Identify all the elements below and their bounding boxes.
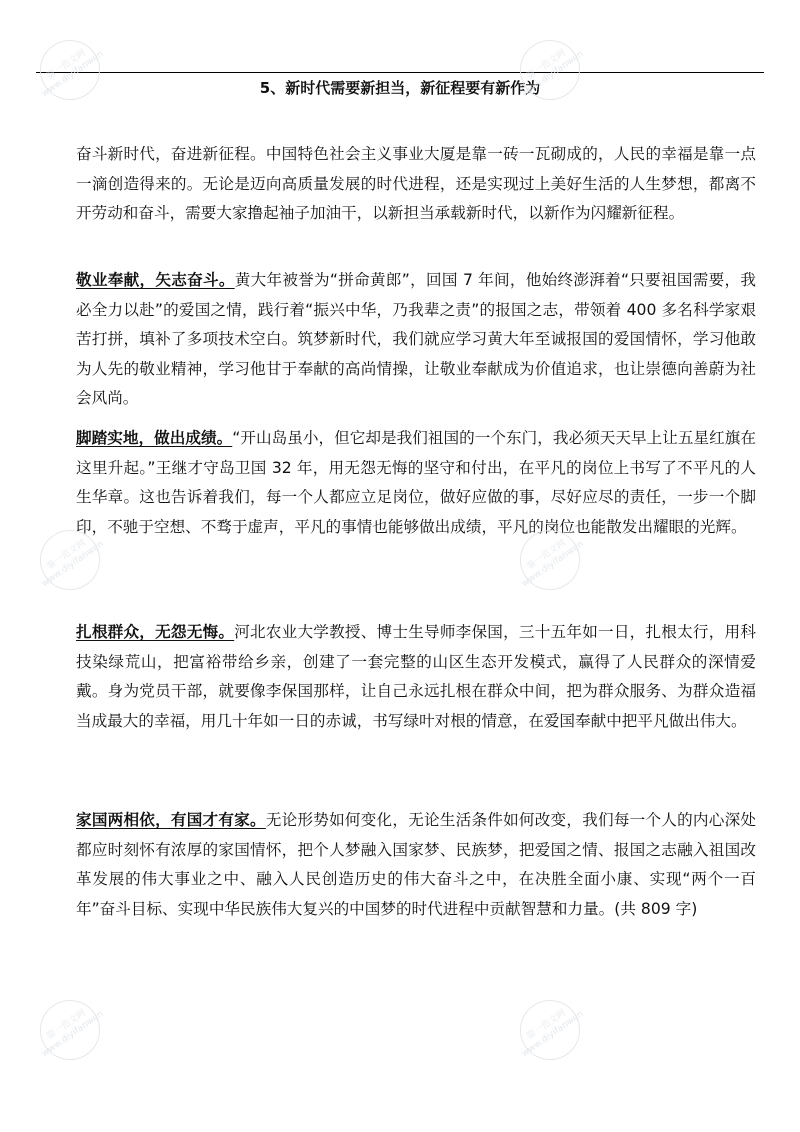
section-body-1: 黄大年被誉为“拼命黄郎”，回国 7 年间，他始终澎湃着“只要祖国需要，我必全力以赴”的爱国之情，践行着“振兴中华，乃我辈之责”的报国之志，带领着 400 多名科学家艰苦打拼，填补了多项技术空白。筑梦新时代，我们就应学习黄大年至诚报国的爱国情怀，学习他敢为人先的敬业精神，学习他甘于奉献的高尚情操，让敬业奉献成为价值追求，也让崇德向善蔚为社会风尚。	[76, 271, 756, 407]
header-rule	[36, 72, 764, 73]
section-body-4: 无论形势如何变化，无论生活条件如何改变，我们每一个人的内心深处都应时刻怀有浓厚的家国情怀，把个人梦融入国家梦、民族梦，把爱国之情、报国之志融入祖国改革发展的伟大事业之中、融入人民创造历史的伟大奋斗之中，在决胜全面小康、实现“两个一百年”奋斗目标、实现中华民族伟大复兴的中国梦的时代进程中贡献智慧和力量。(共 809 字)	[76, 811, 756, 918]
watermark-seal: 第一范文网 www.diyifanwen	[28, 518, 112, 602]
page-title: 5、新时代需要新担当，新征程要有新作为	[259, 79, 541, 97]
section-paragraph-2	[76, 424, 756, 542]
section-body-3: 河北农业大学教授、博士生导师李保国，三十五年如一日，扎根太行，用科技染绿荒山，把富裕带给乡亲，创建了一套完整的山区生态开发模式，赢得了人民群众的深情爱戴。身为党员干部，就要像李保国那样，让自己永远扎根在群众中间，把为群众服务、为群众造福当成最大的幸福，用几十年如一日的赤诚，书写绿叶对根的情意，在爱国奉献中把平凡做出伟大。	[76, 623, 756, 730]
intro-paragraph: 奋斗新时代，奋进新征程。中国特色社会主义事业大厦是靠一砖一瓦砌成的，人民的幸福是靠一点一滴创造得来的。无论是迈向高质量发展的时代进程，还是实现过上美好生活的人生梦想，都离不开劳动和奋斗，需要大家撸起袖子加油干，以新担当承载新时代，以新作为闪耀新征程。	[76, 145, 756, 222]
watermark-seal: 第一范文网 www.diyifanwen	[508, 28, 592, 112]
section-paragraph-4	[76, 806, 756, 924]
section-lead-4: 家国两相依，有国才有家。	[76, 811, 266, 829]
watermark-seal: 第一范文网 www.diyifanwen	[508, 518, 592, 602]
watermark-seal: 第一范文网 www.diyifanwen	[28, 28, 112, 112]
watermark-seal: 第一范文网 www.diyifanwen	[508, 988, 592, 1072]
section-lead-3: 扎根群众，无怨无悔。	[76, 623, 235, 641]
section-lead-1: 敬业奉献，矢志奋斗。	[76, 271, 235, 289]
watermark-seal: 第一范文网 www.diyifanwen	[28, 988, 112, 1072]
section-paragraph-1	[76, 266, 756, 414]
section-paragraph-3	[76, 618, 756, 736]
section-lead-2: 脚踏实地，做出成绩。	[76, 429, 233, 447]
section-body-2: “开山岛虽小，但它却是我们祖国的一个东门，我必须天天早上让五星红旗在这里升起。”王继才守岛卫国 32 年，用无怨无悔的坚守和付出，在平凡的岗位上书写了不平凡的人生华章。这也告诉着我们，每一个人都应立足岗位，做好应做的事，尽好应尽的责任，一步一个脚印，不驰于空想、不骛于虚声，平凡的事情也能够做出成绩，平凡的岗位也能散发出耀眼的光辉。	[76, 429, 756, 536]
